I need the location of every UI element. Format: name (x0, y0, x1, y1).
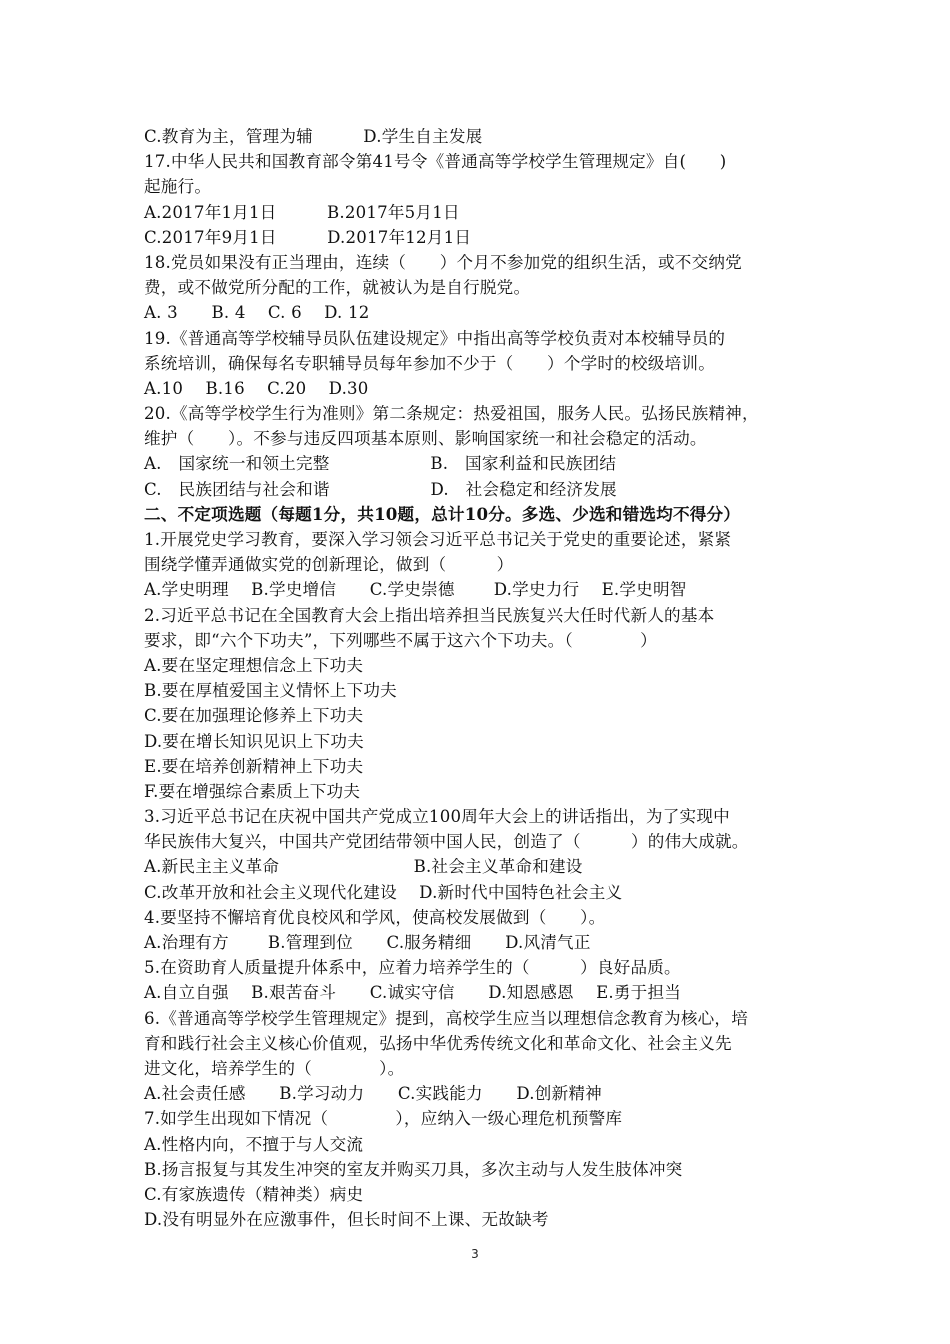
text-line: E.要在培养创新精神上下功夫 (144, 756, 364, 776)
text-line: D.要在增长知识见识上下功夫 (144, 731, 364, 751)
text-line: F.要在增强综合素质上下功夫 (144, 781, 361, 801)
text-line: 要求，即“六个下功夫”，下列哪些不属于这六个下功夫。（ ） (144, 630, 657, 650)
text-line: 7.如学生出现如下情况（ ），应纳入一级心理危机预警库 (144, 1109, 623, 1129)
text-line: B.要在厚植爱国主义情怀上下功夫 (144, 681, 397, 701)
text-line: A.新民主主义革命 B.社会主义革命和建设 (144, 857, 583, 877)
text-line: 费，或不做党所分配的工作，就被认为是自行脱党。 (144, 278, 531, 298)
text-line: 20.《高等学校学生行为准则》第二条规定：热爱祖国，服务人民。弘扬民族精神， (144, 404, 759, 424)
text-line: B.扬言报复与其发生冲突的室友并购买刀具，多次主动与人发生肢体冲突 (144, 1159, 683, 1179)
text-line: 5.在资助育人质量提升体系中，应着力培养学生的（ ）良好品质。 (144, 958, 681, 978)
text-line: 育和践行社会主义核心价值观，弘扬中华优秀传统文化和革命文化、社会主义先 (144, 1033, 732, 1053)
text-line: A.要在坚定理想信念上下功夫 (144, 655, 364, 675)
text-line: A.2017年1月1日 B.2017年5月1日 (144, 202, 460, 222)
text-line: A. 3 B. 4 C. 6 D. 12 (144, 303, 370, 323)
page-number: 3 (471, 1247, 479, 1261)
text-line: A.自立自强 B.艰苦奋斗 C.诚实守信 D.知恩感恩 E.勇于担当 (144, 983, 682, 1003)
text-line: 19.《普通高等学校辅导员队伍建设规定》中指出高等学校负责对本校辅导员的 (144, 328, 726, 348)
text-line: C.2017年9月1日 D.2017年12月1日 (144, 227, 472, 247)
text-line: 6.《普通高等学校学生管理规定》提到，高校学生应当以理想信念教育为核心，培 (144, 1008, 749, 1028)
text-line: 1.开展党史学习教育，要深入学习领会习近平总书记关于党史的重要论述，紧紧 (144, 530, 732, 549)
text-line: D.没有明显外在应激事件，但长时间不上课、无故缺考 (144, 1210, 549, 1230)
page-body (144, 124, 814, 1232)
text-line: A.治理有方 B.管理到位 C.服务精细 D.风清气正 (144, 933, 591, 952)
text-line: A.社会责任感 B.学习动力 C.实践能力 D.创新精神 (144, 1084, 602, 1104)
text-line: 3.习近平总书记在庆祝中国共产党成立100周年大会上的讲话指出，为了实现中 (144, 807, 730, 827)
text-line: A.学史明理 B.学史增信 C.学史崇德 D.学史力行 E.学史明智 (144, 580, 687, 600)
text-line: 4.要坚持不懈培育优良校风和学风，使高校发展做到（ ）。 (144, 907, 606, 927)
text-line: 2.习近平总书记在全国教育大会上指出培养担当民族复兴大任时代新人的基本 (144, 605, 715, 625)
text-line: A. 国家统一和领土完整 B. 国家利益和民族团结 (144, 454, 617, 474)
text-line: C.有家族遗传（精神类）病史 (144, 1184, 364, 1204)
text-line: 围绕学懂弄通做实党的创新理论，做到（ ） (144, 555, 514, 575)
text-line: 起施行。 (144, 177, 212, 197)
text-line: C. 民族团结与社会和谐 D. 社会稳定和经济发展 (144, 479, 617, 499)
text-line: C.要在加强理论修养上下功夫 (144, 706, 364, 726)
text-line: A.性格内向，不擅于与人交流 (144, 1134, 364, 1154)
text-line: C.教育为主，管理为辅 D.学生自主发展 (144, 127, 483, 146)
section-heading: 二、不定项选题（每题1分，共10题，总计10分。多选、少选和错选均不得分） (144, 503, 741, 524)
text-line: 进文化，培养学生的（ ）。 (144, 1058, 405, 1078)
text-line: 17.中华人民共和国教育部令第41号令《普通高等学校学生管理规定》自( ) (144, 152, 727, 172)
text-line: C.改革开放和社会主义现代化建设 D.新时代中国特色社会主义 (144, 882, 623, 902)
text-line: 18.党员如果没有正当理由，连续（ ）个月不参加党的组织生活，或不交纳党 (144, 252, 742, 272)
text-line: 华民族伟大复兴，中国共产党团结带领中国人民，创造了（ ）的伟大成就。 (144, 832, 749, 852)
text-line: 系统培训，确保每名专职辅导员每年参加不少于（ ）个学时的校级培训。 (144, 353, 715, 373)
text-line: A.10 B.16 C.20 D.30 (144, 378, 369, 398)
text-line: 维护（ ）。不参与违反四项基本原则、影响国家统一和社会稳定的活动。 (144, 429, 707, 449)
